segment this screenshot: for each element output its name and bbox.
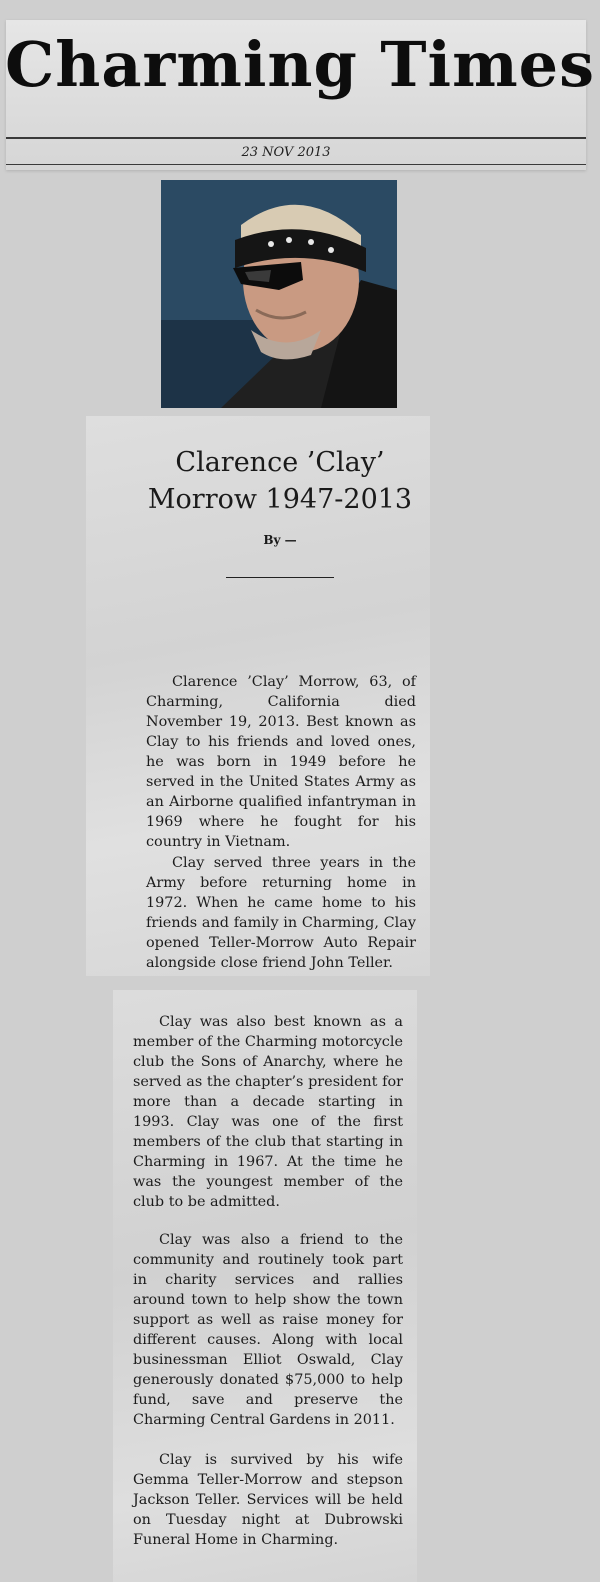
article-paragraph: Clay was also a friend to the community and routinely took part in charity services and rallies around town to help show the town support as well as raise money for different causes. Along with local businessman Elliot Oswald, Clay generously donated $75,000 to help fund, save and preserve the Charming Central Gardens in 2011.	[133, 1232, 403, 1428]
article-byline: By —	[263, 533, 297, 547]
article-paragraph: Clay was also best known as a member of the Charming motorcycle club the Sons of Anarchy, where he served as the chapter’s president for more than a decade starting in 1993. Clay was one of the first members of the club that starting in Charming in 1967. At the time he was the youngest member of the club to be admitted.	[133, 1014, 403, 1210]
newspaper-title: Charming Times	[4, 28, 596, 101]
issue-date: 23 NOV 2013	[241, 145, 331, 160]
article-paragraph: Clarence ’Clay’ Morrow, 63, of Charming, California died November 19, 2013. Best known as Clay to his friends and loved ones, he was born in 1949 before he served in the United States Army as an Airborne qualified infantryman in 1969 where he fought for his country in Vietnam.	[146, 674, 416, 850]
portrait-illustration	[161, 180, 397, 408]
portrait-photo	[161, 180, 397, 408]
article-paragraph: Clay is survived by his wife Gemma Teller-Morrow and stepson Jackson Teller. Services will be held on Tuesday night at Dubrowski Funeral Home in Charming.	[133, 1452, 403, 1548]
masthead-rule-bottom	[6, 164, 586, 165]
byline-divider	[226, 577, 334, 578]
masthead-rule-top	[6, 137, 586, 139]
article-headline: Clarence ’Clay’ Morrow 1947-2013	[147, 447, 413, 515]
article-paragraph: Clay served three years in the Army before returning home in 1972. When he came home to his friends and family in Charming, Clay opened Teller-Morrow Auto Repair alongside close friend John Teller.	[146, 855, 416, 971]
